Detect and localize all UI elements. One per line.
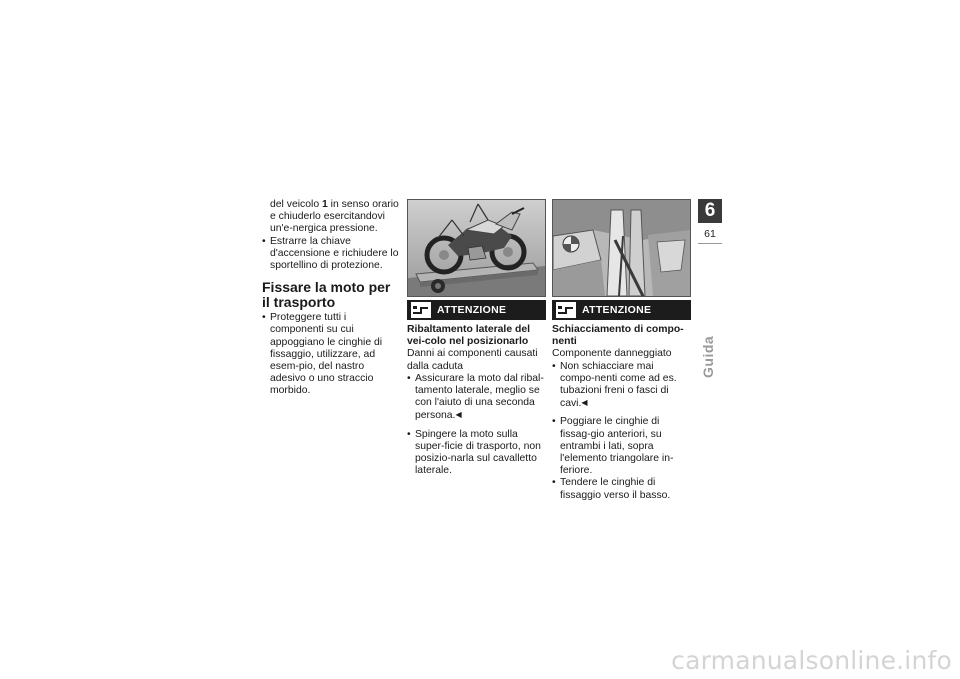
pointing-hand-icon bbox=[556, 302, 576, 318]
warning-label: ATTENZIONE bbox=[437, 303, 507, 316]
continued-text-start: del veicolo bbox=[270, 199, 322, 210]
warning-text: Danni ai componenti causati dalla caduta bbox=[407, 348, 538, 372]
warning-subheading: Schiacciamento di compo-nenti bbox=[552, 324, 684, 348]
list-item: • Poggiare le cinghie di fissag-gio anteriori, su entrambi i lati, sopra l'elemento triangolare in-feriore. bbox=[552, 416, 691, 477]
list-item-text: Assicurare la moto dal ribal-tamento laterale, meglio se con l'aiuto di una seconda persona. bbox=[415, 372, 544, 422]
continued-text bbox=[262, 199, 400, 236]
list-item: • Estrarre la chiave d'accensione e richiudere lo sportellino di protezione. bbox=[262, 236, 400, 273]
warning-banner bbox=[407, 300, 546, 320]
list-item: • Tendere le cinghie di fissaggio verso il basso. bbox=[552, 477, 691, 501]
bullet-list bbox=[262, 236, 400, 273]
bullet-list bbox=[552, 361, 691, 502]
continued-text-end: in senso orario e chiuderlo esercitandovi un'e-nergica pressione. bbox=[270, 199, 399, 235]
list-item: • Spingere la moto sulla super-ficie di trasporto, non posizio-narla sul cavalletto laterale. bbox=[407, 429, 546, 478]
list-item bbox=[552, 361, 691, 411]
column-right bbox=[552, 199, 691, 502]
watermark: carmanualsonline.info bbox=[671, 646, 952, 675]
chapter-number: 6 bbox=[698, 199, 722, 223]
bullet-list bbox=[407, 373, 546, 478]
fork-strap-closeup-photo bbox=[552, 199, 691, 297]
column-left bbox=[262, 199, 400, 398]
chapter-tab bbox=[698, 199, 722, 244]
end-marker: ◀ bbox=[455, 410, 462, 420]
column-middle bbox=[407, 199, 546, 477]
fork-strap-illustration bbox=[553, 200, 690, 296]
warning-banner bbox=[552, 300, 691, 320]
chapter-label: Guida bbox=[700, 335, 716, 378]
warning-label: ATTENZIONE bbox=[582, 303, 652, 316]
list-item bbox=[407, 373, 546, 423]
bullet-list bbox=[262, 312, 400, 397]
motorcycle-on-trailer-photo bbox=[407, 199, 546, 297]
warning-text: Componente danneggiato bbox=[552, 348, 672, 360]
motorcycle-illustration bbox=[408, 200, 545, 296]
warning-subheading: Ribaltamento laterale del vei-colo nel posizionarlo bbox=[407, 324, 530, 348]
page-number: 61 bbox=[704, 228, 716, 240]
end-marker: ◀ bbox=[581, 398, 588, 408]
reference-number: 1 bbox=[321, 199, 328, 210]
section-heading: Fissare la moto per il trasporto bbox=[262, 279, 391, 310]
list-item: • Proteggere tutti i componenti su cui appoggiano le cinghie di fissaggio, utilizzare, ad esem-pio, del nastro adesivo o uno straccio morbido. bbox=[262, 312, 400, 397]
list-item-text: Non schiacciare mai compo-nenti come ad es. tubazioni freni o fasci di cavi. bbox=[560, 360, 677, 410]
pointing-hand-icon bbox=[411, 302, 431, 318]
page-divider bbox=[698, 243, 722, 244]
